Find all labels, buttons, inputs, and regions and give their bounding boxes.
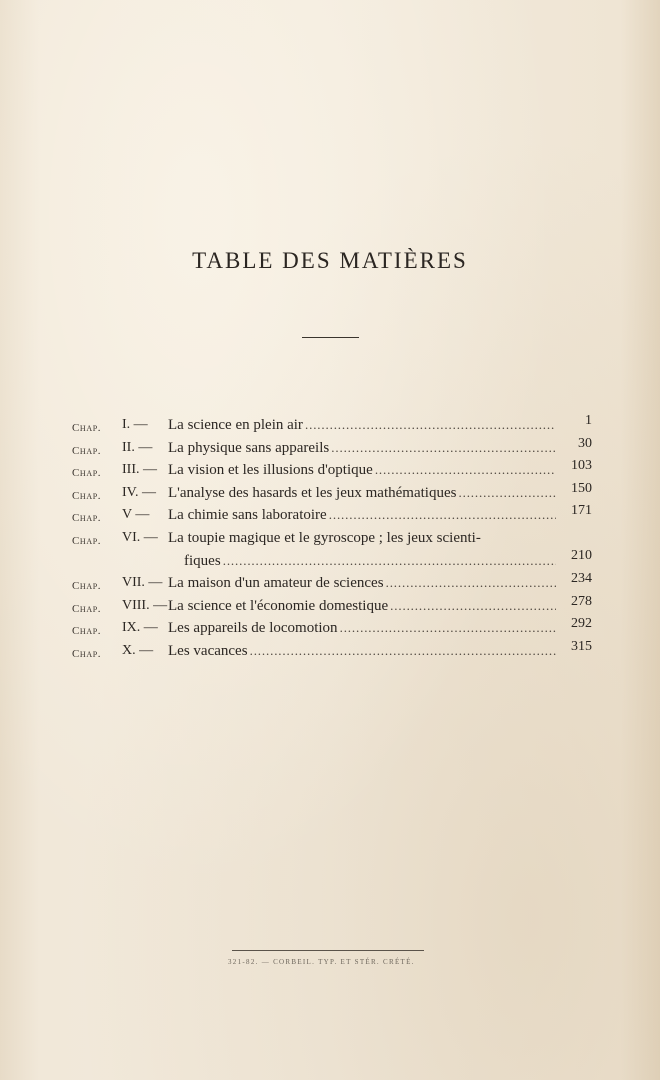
page-number: 234: [571, 570, 592, 586]
toc-entry-5: [72, 504, 594, 527]
chapter-title: La science en plein air . . .: [168, 414, 556, 436]
chapter-numeral: II. —: [122, 439, 153, 455]
footer-rule: [232, 950, 424, 951]
chap-label: Chap.: [72, 422, 102, 434]
toc-entry-10: [72, 640, 594, 663]
chapter-title-continued: fiques . . .: [184, 550, 556, 572]
chapter-numeral: IX. —: [122, 620, 158, 636]
chapter-numeral: I. —: [122, 417, 148, 432]
toc-entry-8: [72, 595, 594, 618]
chapter-numeral: V —: [122, 507, 150, 523]
chap-label: Chap.: [72, 444, 102, 457]
chap-label: Chap.: [72, 512, 102, 525]
chapter-title: La science et l'économie domestique . . .: [168, 595, 556, 617]
printer-imprint: 321-82. — CORBEIL. TYP. ET STÉR. CRÉTÉ.: [228, 958, 415, 966]
chapter-numeral: X. —: [122, 642, 154, 658]
toc-entry-9: [72, 617, 594, 640]
page-number: 30: [578, 435, 592, 451]
chapter-title: La chimie sans laboratoire . . .: [168, 504, 556, 526]
chap-label: Chap.: [72, 467, 102, 480]
table-of-contents: [72, 414, 594, 662]
chapter-title: La toupie magique et le gyroscope ; les jeux scienti-: [168, 529, 481, 546]
page-number: 1: [585, 413, 592, 428]
toc-entry-6: [72, 527, 594, 572]
chapter-title: Les appareils de locomotion . . .: [168, 617, 556, 639]
page-number: 315: [571, 638, 592, 654]
chapter-title: Les vacances . . .: [168, 640, 556, 662]
chapter-numeral: III. —: [122, 462, 157, 478]
toc-entry-4: [72, 482, 594, 505]
toc-entry-3: [72, 459, 594, 482]
chapter-title: L'analyse des hasards et les jeux mathématiques . . .: [168, 482, 556, 504]
chapter-numeral: IV. —: [122, 484, 156, 500]
chap-label: Chap.: [72, 534, 102, 547]
page-number: 150: [571, 480, 592, 496]
chap-label: Chap.: [72, 602, 102, 615]
chap-label: Chap.: [72, 579, 102, 592]
page-number: 171: [571, 503, 592, 519]
toc-entry-7: [72, 572, 594, 595]
chap-label: Chap.: [72, 625, 102, 638]
chap-label: Chap.: [72, 647, 102, 660]
chapter-title: La maison d'un amateur de sciences . . .: [168, 572, 556, 594]
chap-label: Chap.: [72, 489, 102, 502]
chapter-title: La physique sans appareils . . .: [168, 437, 556, 459]
chapter-numeral: VII. —: [122, 574, 163, 590]
chapter-numeral: VIII. —: [122, 597, 168, 613]
page-number: 103: [571, 458, 592, 474]
toc-entry-2: [72, 437, 594, 460]
toc-entry-1: [72, 414, 594, 437]
page-number: 210: [571, 547, 592, 563]
chapter-title: La vision et les illusions d'optique . . .: [168, 459, 556, 481]
page-number: 292: [571, 616, 592, 632]
page-number: 278: [571, 593, 592, 609]
page-title: TABLE DES MATIÈRES: [192, 248, 468, 273]
title-rule: [302, 337, 359, 338]
chapter-numeral: VI. —: [122, 529, 158, 545]
